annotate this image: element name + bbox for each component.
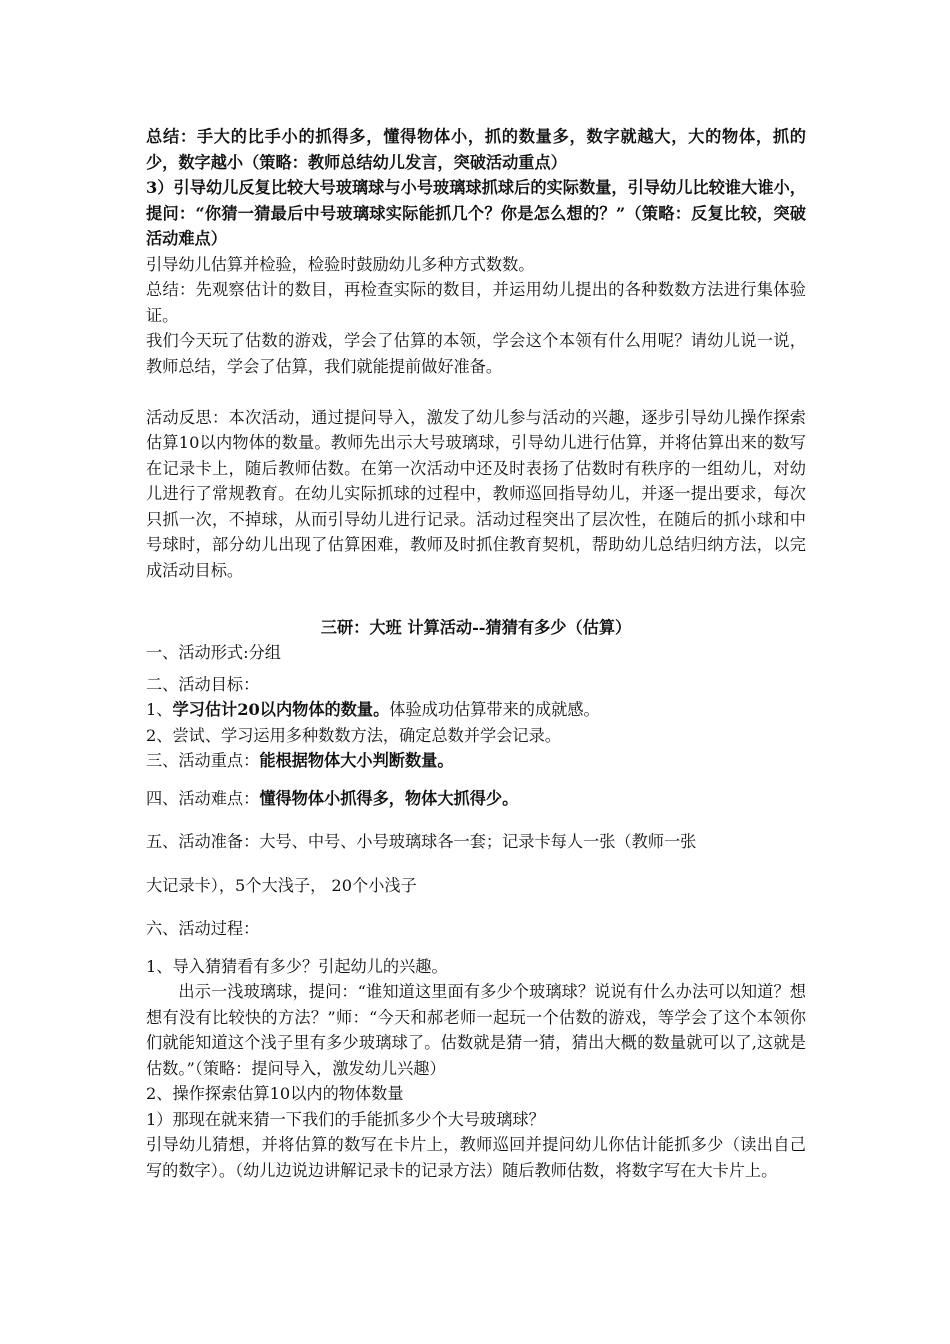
difficulty-label: 四、活动难点：	[146, 788, 260, 808]
goal-1-number: 1、	[146, 700, 173, 719]
process-2: 2、操作探索估算10以内的物体数量	[146, 1084, 404, 1103]
process-1-detail: 出示一浅玻璃球，提问：“谁知道这里面有多少个玻璃球？说说有什么办法可以知道？想想有没有比较快的方法？”师：“今天和郝老师一起玩一个估数的游戏，等学会了这个本领你们就能知道这个浅子里有多少玻璃球了。估数就是猜一猜，猜出大概的数量就可以了,这就是估数。”（策略：提问导入，激发幼儿兴趣）	[146, 982, 806, 1078]
closing-paragraph: 我们今天玩了估数的游戏，学会了估算的本领，学会这个本领有什么用呢？请幼儿说一说，教师总结，学会了估算，我们就能提前做好准备。	[146, 331, 806, 376]
summary-paragraph-1: 总结：手大的比手小的抓得多，懂得物体小，抓的数量多，数字就越大，大的物体，抓的少，数字越小（策略：教师总结幼儿发言，突破活动重点）	[146, 127, 806, 172]
process-2-detail: 引导幼儿猜想，并将估算的数写在卡片上，教师巡回并提问幼儿你估计能抓多少（读出自己写的数字）。（幼儿边说边讲解记录卡的记录方法）随后教师估数，将数字写在大卡片上。	[146, 1135, 806, 1180]
document-page	[146, 124, 806, 1183]
preparation-line-2: 大记录卡），5个大浅子， 20个小浅子	[146, 875, 417, 895]
difficulty-text: 懂得物体小抓得多，物体大抓得少。	[259, 788, 519, 808]
key-point-label: 三、活动重点：	[146, 751, 260, 770]
process-1: 1、导入猜猜看有多少？引起幼儿的兴趣。	[146, 956, 448, 976]
difficulty-point	[146, 786, 806, 812]
activity-form: 一、活动形式:分组	[146, 643, 281, 662]
goal-1-bold: 学习估计20以内物体的数量。	[172, 700, 390, 719]
goal-1-rest: 体验成功估算带来的成就感。	[389, 700, 600, 719]
reflection-paragraph: 活动反思：本次活动，通过提问导入，激发了幼儿参与活动的兴趣，逐步引导幼儿操作探索估算10以内物体的数量。教师先出示大号玻璃球，引导幼儿进行估算，并将估算出来的数写在记录卡上，随后教师估数。在第一次活动中还及时表扬了估数时有秩序的一组幼儿，对幼儿进行了常规教育。在幼儿实际抓球的过程中，教师巡回指导幼儿，并逐一提出要求，每次只抓一次，不掉球，从而引导幼儿进行记录。活动过程突出了层次性，在随后的抓小球和中号球时，部分幼儿出现了估算困难，教师及时抓住教育契机，帮助幼儿总结归纳方法，以完成活动目标。	[146, 407, 806, 580]
estimate-paragraph: 引导幼儿估算并检验，检验时鼓励幼儿多种方式数数。	[146, 254, 535, 274]
goals-heading: 二、活动目标：	[146, 674, 260, 694]
blank-line	[146, 379, 806, 405]
blank-line	[146, 583, 806, 609]
summary-paragraph-2: 总结：先观察估计的数目，再检查实际的数目，并运用幼儿提出的各种数数方法进行集体验证。	[146, 280, 806, 325]
goal-1	[146, 697, 806, 723]
process-2-1: 1）那现在就来猜一下我们的手能抓多少个大号玻璃球？	[146, 1109, 545, 1129]
process-heading: 六、活动过程：	[146, 919, 260, 938]
step-3-paragraph: 3）引导幼儿反复比较大号玻璃球与小号玻璃球抓球后的实际数量，引导幼儿比较谁大谁小，提问：“你猜一猜最后中号玻璃球实际能抓几个？你是怎么想的？”（策略：反复比较，突破活动难点）	[146, 178, 806, 248]
key-point	[146, 748, 806, 774]
preparation-line-1: 五、活动准备：大号、中号、小号玻璃球各一套；记录卡每人一张（教师一张	[146, 832, 697, 851]
key-point-text: 能根据物体大小判断数量。	[259, 751, 454, 770]
section-title: 三研：大班 计算活动--猜猜有多少（估算）	[320, 617, 632, 637]
goal-2: 2、尝试、学习运用多种数数方法，确定总数并学会记录。	[146, 725, 561, 745]
